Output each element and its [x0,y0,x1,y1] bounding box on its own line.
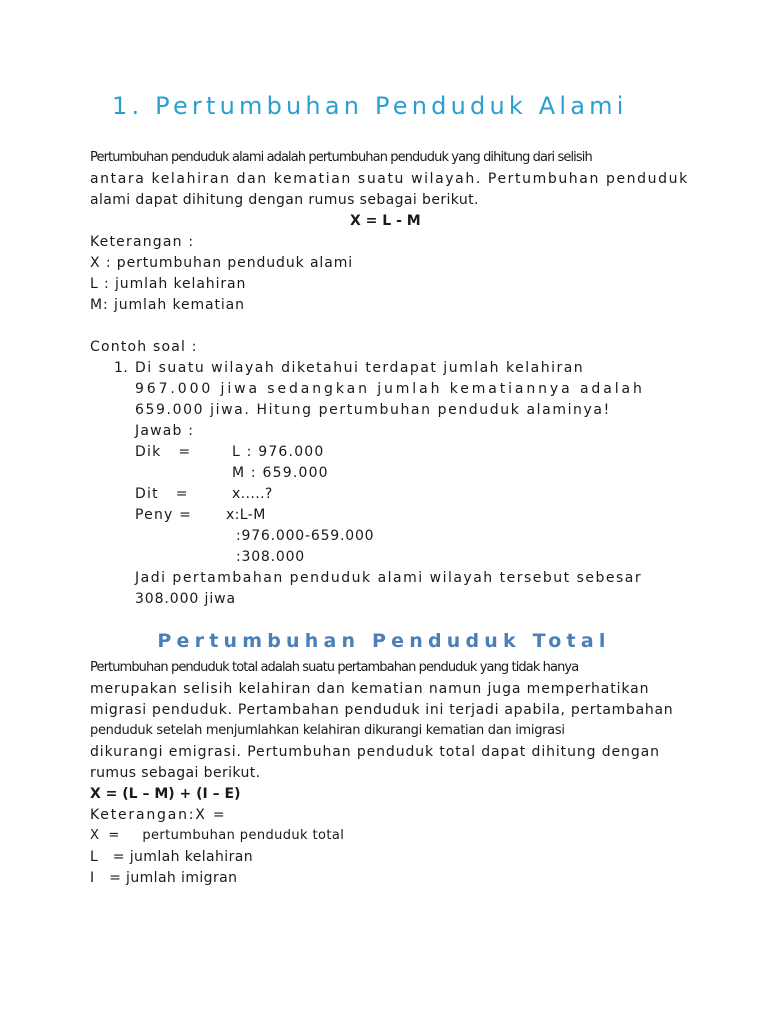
peny-step: :308.000 [236,549,306,565]
section-title-alami: 1. Pertumbuhan Penduduk Alami [112,92,628,120]
paragraph-line: dikurangi emigrasi. Pertumbuhan penduduk total dapat dihitung dengan [90,744,660,760]
paragraph-line: Pertumbuhan penduduk total adalah suatu pertambahan penduduk yang tidak hanya [90,660,579,675]
keterangan-item: X : pertumbuhan penduduk alami [90,255,354,271]
peny-step: x:L-M [226,507,266,523]
example-question-line: 967.000 jiwa sedangkan jumlah kematiannya adalah [135,381,645,397]
jawab-label: Jawab : [135,423,195,439]
peny-label: Peny = [135,507,193,523]
paragraph-line: Pertumbuhan penduduk alami adalah pertumbuhan penduduk yang dihitung dari selisih [90,150,592,165]
peny-step: :976.000-659.000 [236,528,375,544]
formula-alami: X = L - M [350,213,421,229]
dit-value: x.....? [232,486,273,502]
paragraph-line: rumus sebagai berikut. [90,765,261,781]
paragraph-line: alami dapat dihitung dengan rumus sebagai berikut. [90,192,479,208]
formula-total: X = (L – M) + (I – E) [90,786,241,802]
keterangan-item: L : jumlah kelahiran [90,276,247,292]
example-number: 1. [114,360,129,376]
keterangan-label: Keterangan:X = [90,807,227,823]
conclusion-line: Jadi pertambahan penduduk alami wilayah tersebut sebesar [135,570,643,586]
paragraph-line: antara kelahiran dan kematian suatu wilayah. Pertumbuhan penduduk [90,171,689,187]
keterangan-item: M: jumlah kematian [90,297,245,313]
dik-l-value: L : 976.000 [232,444,325,460]
keterangan-item: I = jumlah imigran [90,870,238,886]
paragraph-line: penduduk setelah menjumlahkan kelahiran dikurangi kematian dan imigrasi [90,723,565,738]
section-title-total: Pertumbuhan Penduduk Total [157,630,611,652]
example-question-line: 659.000 jiwa. Hitung pertumbuhan penduduk alaminya! [135,402,611,418]
paragraph-line: migrasi penduduk. Pertambahan penduduk ini terjadi apabila, pertambahan [90,702,674,718]
example-question-line: Di suatu wilayah diketahui terdapat jumlah kelahiran [135,360,585,376]
dik-label: Dik = [135,444,192,460]
dit-label: Dit = [135,486,189,502]
dik-m-value: M : 659.000 [232,465,329,481]
paragraph-line: merupakan selisih kelahiran dan kematian namun juga memperhatikan [90,681,650,697]
keterangan-label: Keterangan : [90,234,195,250]
contoh-soal-label: Contoh soal : [90,339,198,355]
keterangan-item: L = jumlah kelahiran [90,849,253,865]
conclusion-line: 308.000 jiwa [135,591,236,607]
keterangan-item: X = pertumbuhan penduduk total [90,828,345,843]
